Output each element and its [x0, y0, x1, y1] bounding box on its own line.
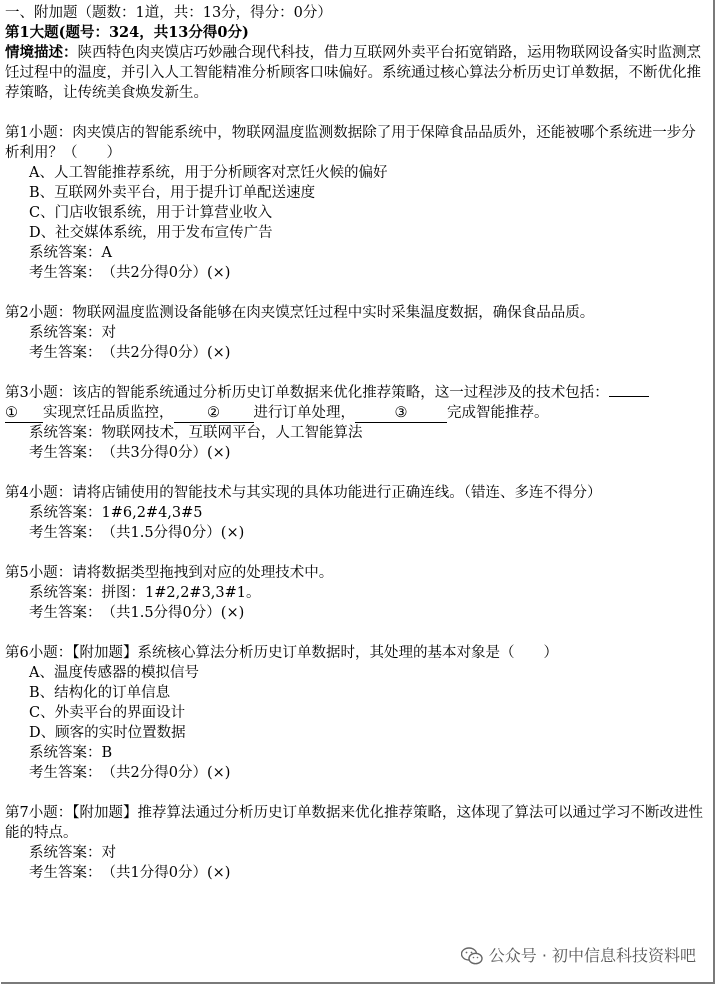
- q6-stem: 第6小题：【附加题】系统核心算法分析历史订单数据时，其处理的基本对象是（ ）: [5, 645, 558, 661]
- q3-text-1: 实现烹饪品质监控，: [43, 405, 174, 421]
- q4-system-answer: 系统答案：1#6,2#4,3#5: [29, 505, 203, 521]
- q3-text-3: 完成智能推荐。: [447, 405, 549, 421]
- q5-system-answer: 系统答案：拼图：1#2,2#3,3#1。: [29, 585, 261, 601]
- exam-content: [5, 3, 708, 883]
- q6-system-answer: 系统答案：B: [29, 745, 113, 761]
- q6-student-answer: 考生答案： （共2分得0分）(×): [29, 765, 231, 781]
- q5-student-answer: 考生答案： （共1.5分得0分）(×): [29, 605, 245, 621]
- q7-system-answer: 系统答案：对: [29, 845, 116, 861]
- q5-stem: 第5小题：请将数据类型拖拽到对应的处理技术中。: [5, 565, 334, 581]
- q3-blanks-line: [5, 403, 708, 423]
- watermark-text: 公众号 · 初中信息科技资料吧: [488, 946, 696, 965]
- q3-text-2: 进行订单处理，: [253, 405, 355, 421]
- scenario-label: 情境描述：: [5, 44, 78, 61]
- wechat-icon: [461, 947, 483, 965]
- q1-system-answer: 系统答案：A: [29, 245, 112, 261]
- q7-stem: 第7小题：【附加题】推荐算法通过分析历史订单数据来优化推荐策略，这体现了算法可以通过学习不断改进性能的特点。: [5, 805, 703, 841]
- scenario-text: 陕西特色肉夹馍店巧妙融合现代科技，借力互联网外卖平台拓宽销路，运用物联网设备实时监测烹饪过程中的温度，并引入人工智能精准分析顾客口味偏好。系统通过核心算法分析历史订单数据，不断优化推荐策略，让传统美食焕发新生。: [5, 45, 701, 101]
- q1-option-d: D、社交媒体系统，用于发布宣传广告: [29, 225, 273, 241]
- q3-blank-3: ③: [355, 404, 447, 423]
- q6-option-c: C、外卖平台的界面设计: [29, 705, 186, 721]
- q1-student-answer: 考生答案： （共2分得0分）(×): [29, 265, 231, 281]
- q2-student-answer: 考生答案： （共2分得0分）(×): [29, 345, 231, 361]
- q6-option-d: D、顾客的实时位置数据: [29, 725, 186, 741]
- q3-stem: [5, 383, 708, 403]
- q1-stem: 第1小题：肉夹馍店的智能系统中，物联网温度监测数据除了用于保障食品品质外，还能被哪个系统进一步分析利用？（ ）: [5, 125, 696, 161]
- q6-option-a: A、温度传感器的模拟信号: [29, 665, 199, 681]
- q3-blank-2: ②: [174, 404, 254, 423]
- section-heading: 一、附加题（题数：1道，共：13分，得分：0分）: [5, 5, 332, 21]
- q2-stem: 第2小题：物联网温度监测设备能够在肉夹馍烹饪过程中实时采集温度数据，确保食品品质。: [5, 305, 595, 321]
- big-question-title: 第1大题(题号：324，共13分得0分): [5, 24, 249, 41]
- q2-system-answer: 系统答案：对: [29, 325, 116, 341]
- q4-student-answer: 考生答案： （共1.5分得0分）(×): [29, 525, 245, 541]
- q3-blank-trailing: [609, 396, 649, 397]
- q3-system-answer: 系统答案：物联网技术，互联网平台，人工智能算法: [29, 425, 363, 441]
- q3-blank-1: ①: [5, 404, 43, 423]
- q4-stem: 第4小题：请将店铺使用的智能技术与其实现的具体功能进行正确连线。（错连、多连不得分）: [5, 485, 602, 501]
- scenario: [5, 43, 708, 103]
- q3-student-answer: 考生答案： （共3分得0分）(×): [29, 445, 231, 461]
- q6-option-b: B、结构化的订单信息: [29, 685, 171, 701]
- q1-option-b: B、互联网外卖平台，用于提升订单配送速度: [29, 185, 316, 201]
- q1-option-a: A、人工智能推荐系统，用于分析顾客对烹饪火候的偏好: [29, 165, 388, 181]
- q1-option-c: C、门店收银系统，用于计算营业收入: [29, 205, 273, 221]
- watermark: [461, 946, 696, 966]
- q7-student-answer: 考生答案： （共1分得0分）(×): [29, 865, 231, 881]
- q3-stem-text: 第3小题：该店的智能系统通过分析历史订单数据来优化推荐策略，这一过程涉及的技术包括：: [5, 385, 609, 401]
